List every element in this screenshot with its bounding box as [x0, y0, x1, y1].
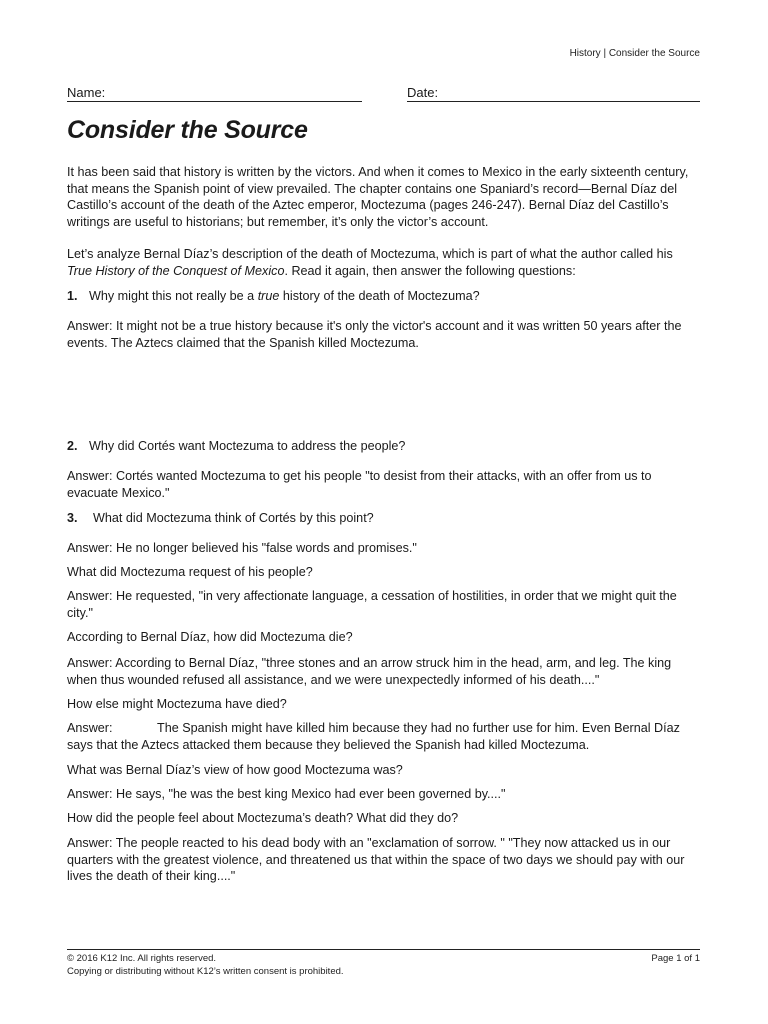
intro-line: that means the Spanish point of view prevailed. The chapter contains one Spaniard’s record—Bernal Díaz del — [67, 181, 677, 196]
followup-question: How else might Moctezuma have died? — [67, 697, 287, 711]
instructions-line: True History of the Conquest of Mexico. Read it again, then answer the following questions: — [67, 263, 576, 278]
copyright: © 2016 K12 Inc. All rights reserved. — [67, 953, 217, 964]
copy-notice: Copying or distributing without K12’s written consent is prohibited. — [67, 965, 344, 977]
question-2: 2. Why did Cortés want Moctezuma to address the people? — [67, 439, 406, 453]
followup-answer: Answer: According to Bernal Díaz, "three stones and an arrow struck him in the head, arm, and leg. The king when thus wounded refused all assistance, and we were unexpectedly informed of his death...." — [67, 656, 672, 687]
intro-line: It has been said that history is written by the victors. And when it comes to Mexico in the early sixteenth century, — [67, 165, 689, 179]
followup-answer: Answer: He says, "he was the best king Mexico had ever been governed by...." — [67, 787, 506, 801]
instructions-line: Let’s analyze Bernal Díaz’s description of the death of Moctezuma, which is part of what the author called his — [67, 247, 673, 261]
question-number: 1. — [67, 289, 78, 303]
answer-2: Answer: Cortés wanted Moctezuma to get his people "to desist from their attacks, with an offer from us to evacuate Mexico." — [67, 469, 652, 500]
page-number: Page 1 of 1 — [651, 953, 700, 964]
date-line — [407, 101, 700, 102]
running-header: History | Consider the Source — [569, 48, 700, 59]
instructions-paragraph — [67, 246, 707, 279]
followup-question: According to Bernal Díaz, how did Moctezuma die? — [67, 630, 353, 644]
question-number: 3. — [67, 511, 78, 525]
intro-line: writings are useful to historians; but remember, it’s only the victor’s account. — [67, 214, 489, 229]
followup-answer: Answer: The Spanish might have killed him because they had no further use for him. Even Bernal Díaz says that the Aztecs attacked them because they believed the Spanish had killed Moctezuma. — [67, 721, 680, 752]
footer-divider — [67, 949, 700, 950]
answer-1: Answer: It might not be a true history because it's only the victor's account and it was written 50 years after the events. The Aztecs claimed that the Spanish killed Moctezuma. — [67, 319, 682, 350]
followup-answer: Answer: He requested, "in very affectionate language, a cessation of hostilities, in order that we might quit the city." — [67, 589, 677, 620]
intro-line: Castillo’s account of the death of the Aztec emperor, Moctezuma (pages 246-247). Bernal Díaz del Castillo’s — [67, 198, 669, 212]
question-number: 2. — [67, 439, 78, 453]
followup-answer: Answer: The people reacted to his dead body with an "exclamation of sorrow. " "They now attacked us in our quarters with the greatest violence, and threatened us that within the space of two days we should pay with our lives the death of their king...." — [67, 836, 685, 883]
name-label: Name: — [67, 85, 106, 100]
date-label: Date: — [407, 85, 439, 100]
followup-question: What did Moctezuma request of his people? — [67, 565, 313, 579]
followup-question: What was Bernal Díaz’s view of how good Moctezuma was? — [67, 763, 403, 777]
followup-question: How did the people feel about Moctezuma’s death? What did they do? — [67, 811, 459, 825]
name-line — [67, 101, 362, 102]
footer-legal — [67, 953, 344, 978]
answer-3: Answer: He no longer believed his "false words and promises." — [67, 541, 417, 555]
page-title: Consider the Source — [67, 116, 308, 144]
question-1: 1. Why might this not really be a true history of the death of Moctezuma? — [67, 289, 480, 303]
book-title: True History of the Conquest of Mexico — [67, 263, 285, 278]
intro-paragraph — [67, 164, 707, 230]
question-3: 3. What did Moctezuma think of Cortés by this point? — [67, 511, 374, 525]
